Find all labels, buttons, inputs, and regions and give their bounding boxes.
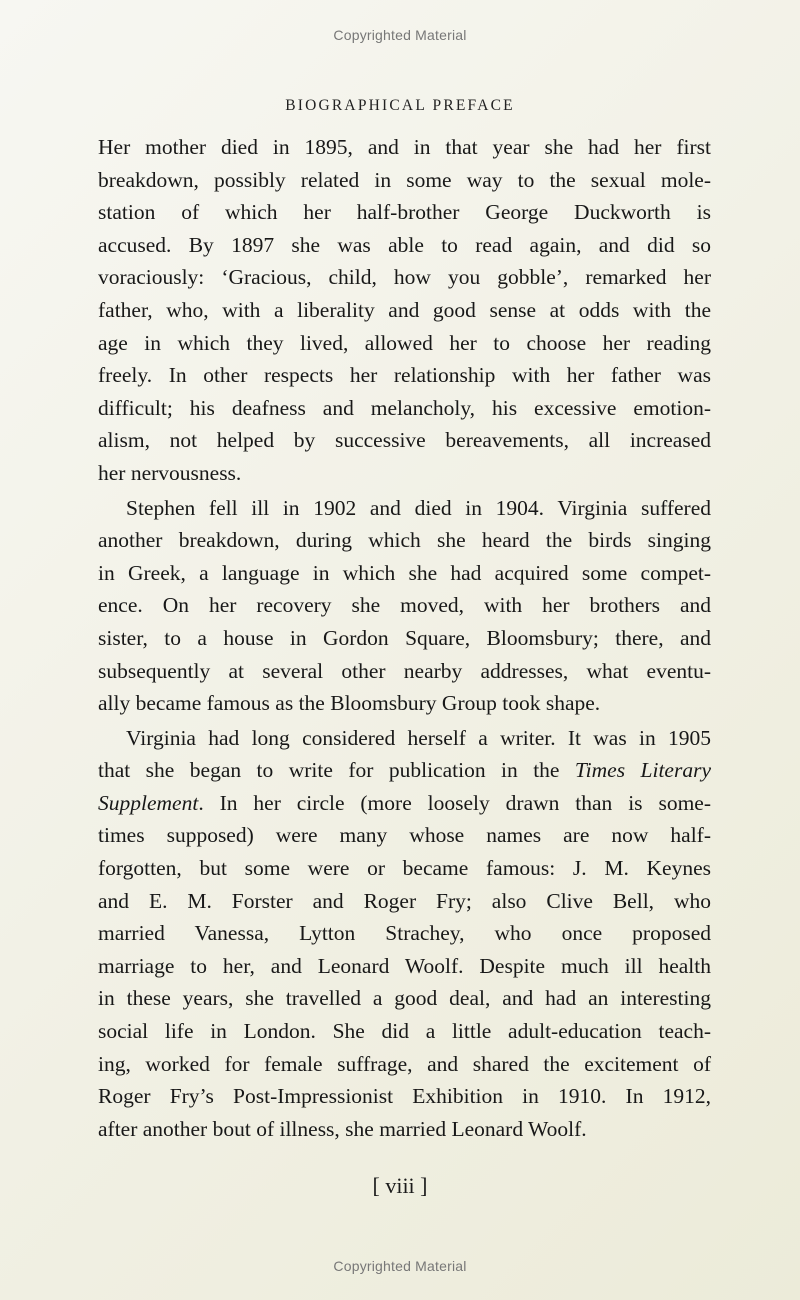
text-line: in Greek, a language in which she had acquired some compet- bbox=[98, 560, 711, 585]
text-line: her nervousness. bbox=[98, 460, 242, 485]
text-line: voraciously: ‘Gracious, child, how you gobble’, remarked her bbox=[98, 265, 711, 290]
text-line: difficult; his deafness and melancholy, his excessive emotion- bbox=[98, 395, 711, 420]
text-line: and E. M. Forster and Roger Fry; also Clive Bell, who bbox=[98, 888, 711, 913]
text-line: alism, not helped by successive bereavements, all increased bbox=[98, 428, 711, 453]
text-line: father, who, with a liberality and good sense at odds with the bbox=[98, 297, 711, 322]
text-line: sister, to a house in Gordon Square, Bloomsbury; there, and bbox=[98, 625, 711, 650]
text-line: after another bout of illness, she married Leonard Woolf. bbox=[98, 1116, 587, 1141]
text-line: subsequently at several other nearby addresses, what eventu- bbox=[98, 658, 711, 683]
text-line: Her mother died in 1895, and in that year she had her first bbox=[98, 135, 711, 159]
text-fragment: . In her circle (more loosely drawn than is some- bbox=[198, 790, 711, 815]
italic-title: Times Literary bbox=[574, 758, 712, 783]
text-line: ence. On her recovery she moved, with her brothers and bbox=[98, 593, 711, 618]
running-head: BIOGRAPHICAL PREFACE bbox=[285, 97, 515, 114]
copyright-watermark-bottom: Copyrighted Material bbox=[333, 1258, 467, 1274]
text-line: marriage to her, and Leonard Woolf. Despite much ill health bbox=[98, 953, 711, 978]
text-line bbox=[98, 754, 711, 787]
text-line: another breakdown, during which she heard the birds singing bbox=[98, 528, 711, 553]
text-line: Stephen fell ill in 1902 and died in 1904. Virginia suffered bbox=[126, 495, 711, 520]
text-line: ally became famous as the Bloomsbury Group took shape. bbox=[98, 691, 601, 716]
paragraph-3 bbox=[98, 722, 711, 1146]
text-line: ing, worked for female suffrage, and shared the excitement of bbox=[98, 1051, 711, 1076]
text-line: social life in London. She did a little adult-education teach- bbox=[98, 1019, 711, 1044]
text-line: times supposed) were many whose names are now half- bbox=[98, 823, 711, 848]
text-line: accused. By 1897 she was able to read again, and did so bbox=[98, 232, 711, 257]
copyright-watermark-top: Copyrighted Material bbox=[333, 27, 467, 43]
paragraph-1 bbox=[98, 131, 711, 490]
page-number: [ viii ] bbox=[372, 1173, 428, 1198]
text-line: Roger Fry’s Post-Impressionist Exhibition in 1910. In 1912, bbox=[98, 1084, 711, 1109]
italic-title: Supplement bbox=[98, 790, 199, 815]
text-line bbox=[98, 787, 711, 820]
text-line: married Vanessa, Lytton Strachey, who once proposed bbox=[98, 921, 711, 946]
body-text bbox=[98, 131, 711, 1145]
text-fragment: that she began to write for publication in the bbox=[98, 758, 575, 783]
text-line: freely. In other respects her relationship with her father was bbox=[98, 363, 711, 388]
text-line: forgotten, but some were or became famous: J. M. Keynes bbox=[98, 856, 711, 881]
text-line: station of which her half-brother George Duckworth is bbox=[98, 200, 711, 225]
text-line: age in which they lived, allowed her to choose her reading bbox=[98, 330, 711, 355]
text-line: in these years, she travelled a good deal, and had an interesting bbox=[98, 986, 711, 1011]
paragraph-2 bbox=[98, 492, 711, 720]
text-line: breakdown, possibly related in some way to the sexual mole- bbox=[98, 167, 711, 192]
text-line: Virginia had long considered herself a writer. It was in 1905 bbox=[126, 725, 711, 750]
